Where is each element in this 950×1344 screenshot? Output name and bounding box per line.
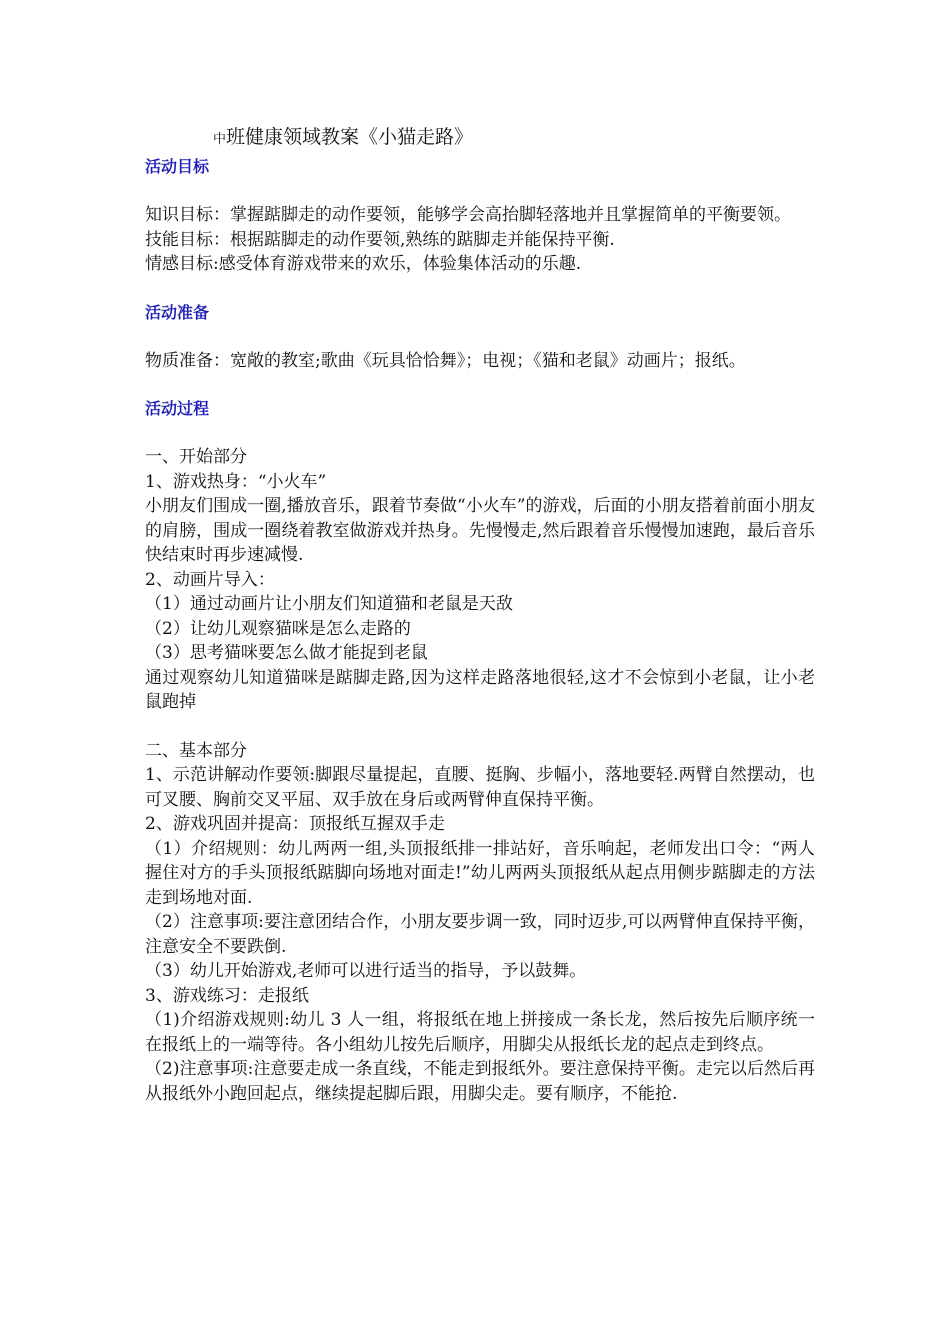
part2-practice-title: 3、游戏练习：走报纸 (145, 985, 309, 1006)
goal-emotion: 情感目标:感受体育游戏带来的欢乐，体验集体活动的乐趣. (145, 254, 582, 274)
title-prefix: 中 (213, 132, 227, 147)
part2-practice-notes: （2)注意事项:注意要走成一条直线，不能走到报纸外。要注意保持平衡。走完以后然后再从报纸外小跑回起点，继续提起脚后跟，用脚尖走。要有顺序，不能抢. (145, 1059, 815, 1104)
part1-cartoon-step-3: （3）思考猫咪要怎么做才能捉到老鼠 (145, 643, 428, 663)
goal-skill: 技能目标：根据踮脚走的动作要领,熟练的踮脚走并能保持平衡. (145, 229, 615, 250)
part1-title: 一、开始部分 (145, 447, 247, 467)
document-page (145, 122, 815, 1106)
title-main: 班健康领域教案《小猫走路》 (226, 126, 474, 148)
part1-item-warmup: 1、游戏热身：“小火车” (145, 471, 327, 492)
part2-game-rule: （1）介绍规则：幼儿两两一组,头顶报纸排一排站好，音乐响起，老师发出口令：“两人握住对方的手头顶报纸踮脚向场地对面走!”幼儿两两头顶报纸从起点用侧步踮脚走的方法走到场地对面. (145, 838, 815, 908)
part1-item-cartoon: 2、动画片导入： (145, 569, 275, 590)
document-title (213, 122, 815, 155)
goal-knowledge: 知识目标：掌握踮脚走的动作要领，能够学会高抬脚轻落地并且掌握简单的平衡要领。 (145, 205, 791, 225)
section-heading-process: 活动过程 (145, 399, 210, 418)
part2-demo: 1、示范讲解动作要领:脚跟尽量提起，直腰、挺胸、步幅小，落地要轻.两臂自然摆动，也可叉腰、胸前交叉平屈、双手放在身后或两臂伸直保持平衡。 (145, 765, 815, 810)
part1-cartoon-step-2: （2）让幼儿观察猫咪是怎么走路的 (145, 618, 411, 639)
section-heading-prep: 活动准备 (145, 302, 210, 322)
part1-cartoon-step-1: （1）通过动画片让小朋友们知道猫和老鼠是天敌 (145, 594, 513, 614)
part1-conclusion: 通过观察幼儿知道猫咪是踮脚走路,因为这样走路落地很轻,这才不会惊到小老鼠，让小老鼠跑掉 (145, 667, 815, 712)
section-heading-goals: 活动目标 (145, 157, 210, 176)
part2-practice-rule: （1)介绍游戏规则:幼儿 3 人一组，将报纸在地上拼接成一条长龙，然后按先后顺序统一在报纸上的一端等待。各小组幼儿按先后顺序，用脚尖从报纸长龙的起点走到终点。 (145, 1010, 815, 1055)
prep-materials: 物质准备：宽敞的教室;歌曲《玩具恰恰舞》；电视；《猫和老鼠》动画片；报纸。 (145, 350, 746, 371)
part2-game-start: （3）幼儿开始游戏,老师可以进行适当的指导，予以鼓舞。 (145, 961, 587, 981)
part1-warmup-desc: 小朋友们围成一圈,播放音乐，跟着节奏做“小火车”的游戏，后面的小朋友搭着前面小朋友的肩膀，围成一圈绕着教室做游戏并热身。先慢慢走,然后跟着音乐慢慢加速跑，最后音乐快结束时再步速减慢. (145, 496, 815, 565)
part2-game-title: 2、游戏巩固并提高：顶报纸互握双手走 (145, 814, 445, 834)
part2-title: 二、基本部分 (145, 740, 247, 761)
part2-game-notes: （2）注意事项:要注意团结合作，小朋友要步调一致，同时迈步,可以两臂伸直保持平衡，注意安全不要跌倒. (145, 912, 815, 957)
